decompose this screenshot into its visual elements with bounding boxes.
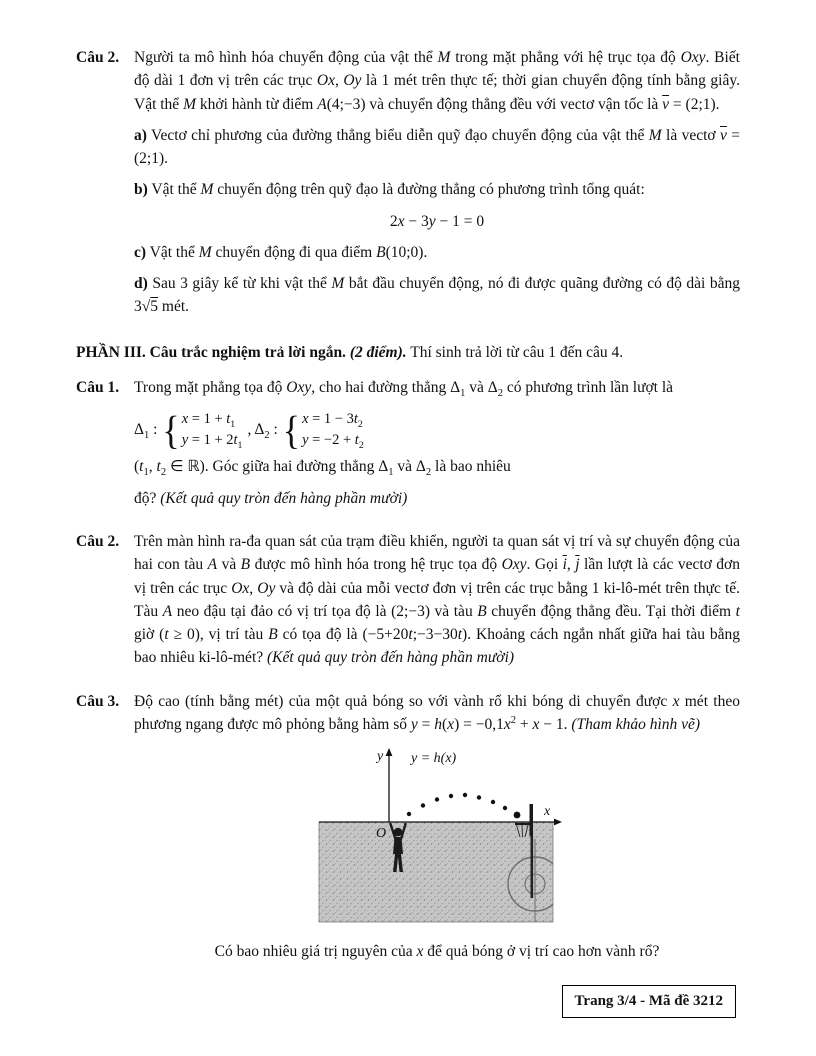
x-axis-arrow-icon <box>554 819 562 826</box>
question-2-true-false <box>76 46 740 327</box>
origin-label: O <box>376 826 387 842</box>
question-label: Câu 2. <box>76 533 120 551</box>
x-axis-label: x <box>544 804 551 820</box>
question-2-short-answer <box>76 530 740 678</box>
question-text-line3: độ? (Kết quả quy tròn đến hàng phần mười) <box>134 489 408 507</box>
backboard <box>530 804 534 836</box>
parametric-systems <box>134 407 740 481</box>
curve-label: y = h(x) <box>411 751 457 767</box>
system2-line1: $x = 1 - 3t_2$ <box>302 410 363 430</box>
question-body <box>134 376 740 518</box>
statement-d: d) Sau 3 giây kể từ khi vật thể M bắt đầu chuyển động, nó đi được quãng đường có độ dài bằng 3√5 mét. <box>134 275 741 316</box>
figure-container <box>134 744 740 937</box>
equation-line: 2x − 3y − 1 = 0 <box>389 212 485 230</box>
system2-cases <box>302 410 364 452</box>
systems-postfix: ($t_1$, $t_2$ ∈ ℝ). Góc giữa hai đường thẳng $\Delta_1$ và $\Delta_2$ là bao nhiêu <box>134 458 511 479</box>
y-axis-arrow-icon <box>386 748 393 756</box>
question-label: Câu 2. <box>76 49 120 66</box>
court-area <box>319 822 553 922</box>
y-axis-label: y <box>377 749 384 765</box>
hoop-pole <box>531 836 534 898</box>
system1-cases <box>182 410 243 452</box>
system1-line2: $y = 1 + 2t_1$ <box>181 431 243 451</box>
system-delta1 <box>162 407 243 453</box>
question-1-short-answer <box>76 376 740 518</box>
trajectory-dots <box>407 793 521 819</box>
question-label: Câu 1. <box>76 378 120 396</box>
net-line <box>522 825 523 837</box>
basketball-figure <box>311 744 563 930</box>
left-brace-icon: { <box>282 407 301 453</box>
figure-caption: Có bao nhiêu giá trị nguyên của x để quả bóng ở vị trí cao hơn vành rổ? <box>214 942 660 960</box>
question-intro: Người ta mô hình hóa chuyển động của vật thể M trong mặt phẳng với hệ trục tọa độ Oxy. Biết độ dài 1 đơn vị trên các trục Ox, Oy là 1 mét trên thực tế; thời gian chuyển động tính bằng giây. Vật thể M khởi hành từ điểm A(4;−3) và chuyển động thẳng đều với vectơ vận tốc là $\overline{v}$ = (2;1). <box>134 49 740 113</box>
system-delta2 <box>282 407 364 453</box>
question-body <box>134 530 740 678</box>
question-text-line1: Trong mặt phẳng tọa độ Oxy, cho hai đường thẳng $\Delta_1$ và $\Delta_2$ có phương trình lần lượt là <box>134 378 674 399</box>
page-footer: Trang 3/4 - Mã đề 3212 <box>562 985 736 1018</box>
system1-prefix: $\Delta_1$ : <box>134 420 158 441</box>
question-label: Câu 3. <box>76 692 120 710</box>
question-body <box>134 690 740 971</box>
system1-line1: $x = 1 + t_1$ <box>181 410 236 430</box>
question-body <box>134 46 740 327</box>
system-separator: , $\Delta_2$ : <box>247 420 278 441</box>
question-3-short-answer <box>76 690 740 971</box>
left-brace-icon: { <box>162 407 180 453</box>
system2-line2: $y = -2 + t_2$ <box>302 431 364 451</box>
statement-c: c) Vật thể M chuyển động đi qua điểm B(10;0). <box>134 243 428 261</box>
basketball-icon <box>514 812 521 819</box>
question-text: Trên màn hình ra-đa quan sát của trạm điều khiển, người ta quan sát vị trí và sự chuyển động của hai con tàu A và B được mô hình hóa trong hệ trục tọa độ Oxy. Gọi $\overline{i}$, $\overline{j}$ lần lượt là các vectơ đơn vị trên các trục Ox, Oy và độ dài của mỗi vectơ đơn vị trên các trục bằng 1 ki-lô-mét trên thực tế. Tàu A neo đậu tại đảo có vị trí tọa độ là (2;−3) và tàu B chuyển động thẳng đều. Tại thời điểm t giờ (t ≥ 0), vị trí tàu B có tọa độ là (−5+20t;−3−30t). Khoảng cách ngắn nhất giữa hai tàu bằng bao nhiêu ki-lô-mét? (Kết quả quy tròn đến hàng phần mười) <box>134 533 741 667</box>
part-3-heading: PHẦN III. Câu trắc nghiệm trả lời ngắn. (2 điểm). Thí sinh trả lời từ câu 1 đến câu 4. <box>76 343 624 361</box>
statement-b: b) Vật thể M chuyển động trên quỹ đạo là đường thẳng có phương trình tổng quát: <box>134 181 645 199</box>
question-text: Độ cao (tính bằng mét) của một quả bóng so với vành rổ khi bóng di chuyển được x mét theo phương ngang được mô phỏng bằng hàm số $y = h(x) = -0,1x^2 + x - 1$. (Tham khảo hình vẽ) <box>134 692 740 734</box>
statement-a: a) Vectơ chỉ phương của đường thẳng biểu diễn quỹ đạo chuyển động của vật thể M là vectơ $\overline{v}$ = (2;1). <box>134 126 740 167</box>
